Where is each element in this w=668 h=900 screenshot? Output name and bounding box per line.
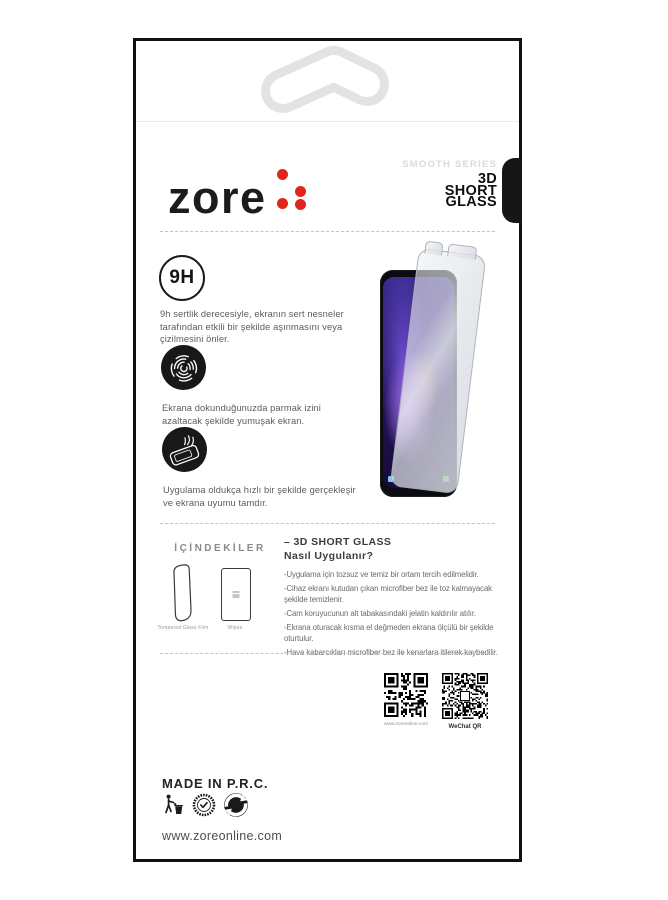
logo-dot-3	[277, 198, 288, 209]
instruction-step: -Cam koruyucunun alt tabakasındaki jelatin kaldırılır atılır.	[284, 609, 476, 619]
website-qr-code	[380, 670, 432, 727]
website-qr-image	[381, 670, 431, 720]
tempered-glass-film-outline	[172, 563, 194, 623]
brand-logo: zore	[168, 172, 267, 223]
hanger-hole-icon	[250, 44, 400, 122]
fingerprint-icon	[161, 345, 206, 390]
wechat-qr-label: WeChat QR	[448, 724, 482, 730]
green-dot-recycle-icon	[223, 792, 249, 818]
made-in-label: MADE IN P.R.C.	[162, 776, 269, 791]
product-line-1: 3D	[477, 171, 497, 187]
feature-fast-apply-text: Uygulama oldukça hızlı bir şekilde gerçekleşir ve ekrana uyumu tamdır.	[163, 485, 356, 508]
divider-dashed-2	[160, 523, 495, 524]
instructions-title: – 3D SHORT GLASS	[284, 536, 392, 548]
contents-title: İÇİNDEKİLER	[174, 543, 266, 554]
contents-item-label-film: Tempered Glass Film	[157, 625, 209, 631]
instruction-step: -Hava kabarcıkları microfiber bez ile kenarlara itilerek kaybedilir.	[284, 648, 498, 658]
website-qr-label: www.zoreonline.com	[384, 722, 428, 727]
tidyman-icon	[161, 793, 185, 817]
product-name	[444, 171, 497, 210]
eco-icons-row	[161, 792, 249, 818]
instruction-step: -Uygulama için tozsuz ve temiz bir ortam tercih edilmelidir.	[284, 570, 479, 579]
9h-hardness-badge: 9H	[159, 255, 205, 301]
series-label: SMOOTH SERIES	[402, 159, 497, 170]
glass-top-cutout-left	[424, 241, 443, 256]
product-line-3: GLASS	[445, 194, 497, 210]
wechat-qr-image	[439, 670, 491, 722]
approved-seal-icon	[192, 793, 216, 817]
feature-fast-apply	[162, 427, 362, 509]
instruction-step: -Cihaz ekranı kutudan çıkan microfiber bez ile toz kalmayacak şekilde temizlenir.	[284, 583, 492, 605]
feature-hardness-text: 9h sertlik derecesiyle, ekranın sert nesneler tarafından etkili bir şekilde aşınmasını veya çizilmesini önler.	[160, 309, 344, 345]
divider-dashed-3	[160, 653, 495, 654]
logo-dot-4	[295, 199, 306, 210]
logo-dot-2	[295, 186, 306, 197]
website-label: www.zoreonline.com	[162, 829, 283, 843]
divider-dashed-1	[160, 231, 495, 232]
glass-top-cutout-right	[447, 243, 477, 259]
product-line-2: SHORT	[444, 182, 497, 199]
package-card	[133, 38, 522, 862]
side-pull-tab	[502, 158, 522, 223]
feature-hardness	[159, 255, 359, 346]
logo-dot-1	[277, 169, 288, 180]
feature-fingerprint-text: Ekrana dokunduğunuzda parmak izini azaltacak şekilde yumuşak ekran.	[162, 403, 321, 426]
contents-item-label-wipes: Wipes	[227, 625, 243, 631]
wipes-packet-outline	[221, 568, 251, 621]
instructions-steps	[284, 569, 508, 661]
wipes-packet-mark	[233, 590, 240, 599]
instruction-step: -Ekrana oturacak kısma el değmeden ekrana ölçülü bir şekilde oturtulur.	[284, 622, 494, 644]
instructions-subtitle: Nasıl Uygulanır?	[284, 550, 374, 562]
fast-apply-icon	[162, 427, 207, 472]
feature-fingerprint	[161, 345, 361, 427]
top-divider	[136, 121, 519, 122]
wechat-qr-code	[438, 670, 492, 730]
